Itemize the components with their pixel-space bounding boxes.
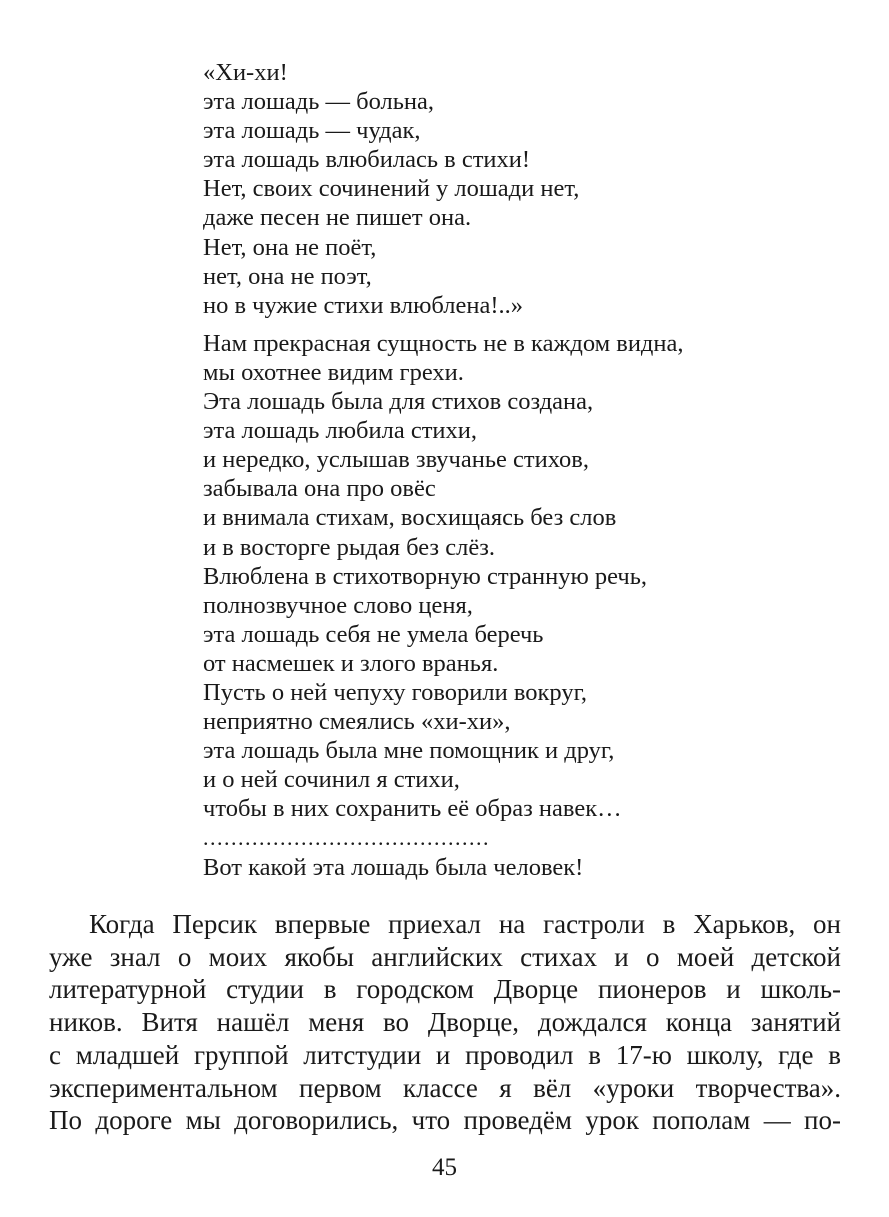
poem-line: Нам прекрасная сущность не в каждом видна,	[203, 329, 684, 357]
poem-line: Эта лошадь была для стихов создана,	[203, 388, 594, 416]
prose-line: с младшей группой литстудии и проводил в 17-ю школу, где в	[49, 1039, 841, 1070]
page-number: 45	[432, 1154, 457, 1181]
poem-line: эта лошадь была мне помощник и друг,	[203, 737, 615, 765]
poem	[203, 58, 823, 882]
poem-line: и в восторге рыдая без слёз.	[203, 533, 496, 561]
prose-paragraph	[49, 908, 841, 1137]
poem-line: Нет, своих сочинений у лошади нет,	[203, 175, 580, 203]
poem-stanza-1	[203, 58, 823, 320]
poem-line: и внимала стихам, восхищаясь без слов	[203, 504, 617, 532]
poem-line: и о ней сочинил я стихи,	[203, 766, 460, 794]
prose-line: экспериментальном первом классе я вёл «уроки творчества».	[49, 1072, 841, 1103]
poem-line: Пусть о ней чепуху говорили вокруг,	[203, 678, 587, 706]
poem-line: «Хи-хи!	[203, 59, 288, 86]
poem-line: эта лошадь любила стихи,	[203, 417, 478, 445]
poem-line: даже песен не пишет она.	[203, 204, 472, 232]
poem-line: но в чужие стихи влюблена!..»	[203, 291, 524, 319]
poem-line: забывала она про овёс	[203, 475, 436, 503]
ellipsis-dots-line: .........................................	[203, 825, 490, 851]
poem-line: эта лошадь — больна,	[203, 88, 435, 116]
poem-line: Влюблена в стихотворную странную речь,	[203, 562, 648, 590]
poem-line: чтобы в них сохранить её образ навек…	[203, 795, 622, 823]
poem-closing-line: Вот какой эта лошадь была человек!	[203, 853, 584, 881]
poem-stanza-2	[203, 329, 823, 882]
poem-line: Нет, она не поёт,	[203, 233, 377, 261]
poem-line: от насмешек и злого вранья.	[203, 649, 499, 677]
poem-line: мы охотнее видим грехи.	[203, 358, 464, 386]
poem-line: и нередко, услышав звучанье стихов,	[203, 446, 589, 474]
prose-line: литературной студии в городском Дворце пионеров и школь-	[49, 974, 841, 1005]
prose-line: По дороге мы договорились, что проведём урок пополам — по-	[49, 1105, 841, 1136]
poem-line: эта лошадь влюбилась в стихи!	[203, 146, 531, 174]
prose-line: ников. Витя нашёл меня во Дворце, дождался конца занятий	[49, 1007, 841, 1038]
poem-line: неприятно смеялись «хи-хи»,	[203, 708, 511, 736]
poem-line: нет, она не поэт,	[203, 262, 372, 290]
poem-line: полнозвучное слово ценя,	[203, 591, 473, 619]
prose-line: Когда Персик впервые приехал на гастроли в Харьков, он	[89, 909, 841, 939]
prose-line: уже знал о моих якобы английских стихах и о моей детской	[49, 941, 841, 972]
poem-line: эта лошадь себя не умела беречь	[203, 620, 544, 648]
poem-line: эта лошадь — чудак,	[203, 117, 421, 145]
